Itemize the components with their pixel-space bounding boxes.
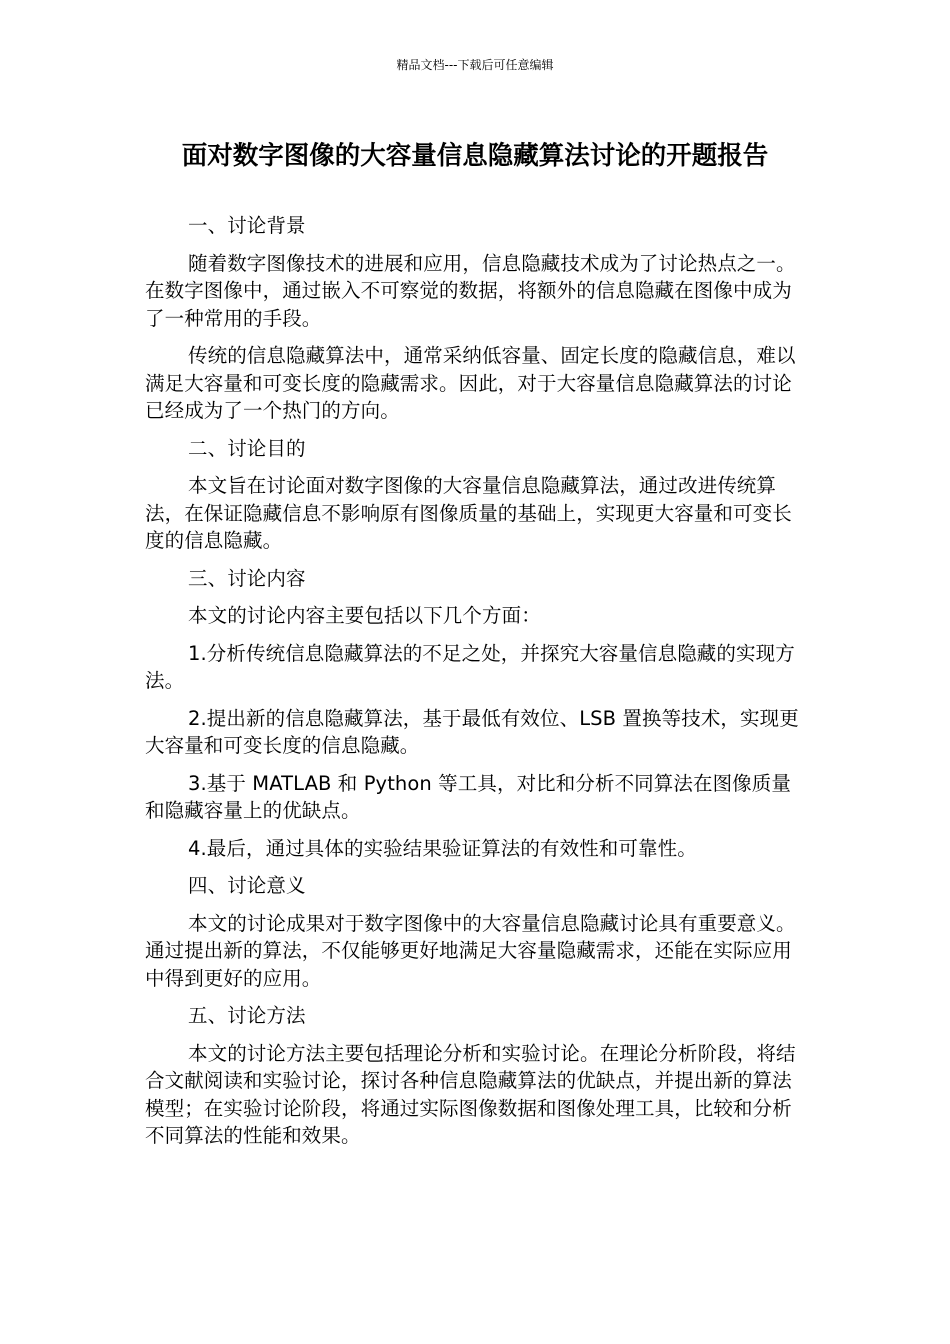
list-item-content-1: 1.分析传统信息隐藏算法的不足之处，并探究大容量信息隐藏的实现方法。 — [145, 641, 795, 692]
paragraph-content-intro: 本文的讨论内容主要包括以下几个方面： — [188, 604, 541, 627]
list-item-content-3: 3.基于 MATLAB 和 Python 等工具，对比和分析不同算法在图像质量和隐藏容量上的优缺点。 — [145, 771, 791, 822]
section-heading-method: 五、讨论方法 — [188, 1004, 306, 1027]
list-item-content-4: 4.最后，通过具体的实验结果验证算法的有效性和可靠性。 — [188, 836, 697, 860]
paragraph-method: 本文的讨论方法主要包括理论分析和实验讨论。在理论分析阶段，将结合文献阅读和实验讨论，探讨各种信息隐藏算法的优缺点，并提出新的算法模型；在实验讨论阶段，将通过实际图像数据和图像处理工具，比较和分析不同算法的性能和效果。 — [145, 1041, 796, 1147]
section-heading-significance: 四、讨论意义 — [188, 874, 306, 897]
paragraph-purpose: 本文旨在讨论面对数字图像的大容量信息隐藏算法，通过改进传统算法，在保证隐藏信息不影响原有图像质量的基础上，实现更大容量和可变长度的信息隐藏。 — [145, 474, 792, 552]
page-header: 精品文档---下载后可任意编辑 — [396, 58, 554, 72]
list-item-content-2: 2.提出新的信息隐藏算法，基于最低有效位、LSB 置换等技术，实现更大容量和可变长度的信息隐藏。 — [145, 706, 799, 757]
section-heading-purpose: 二、讨论目的 — [188, 436, 306, 460]
paragraph-significance: 本文的讨论成果对于数字图像中的大容量信息隐藏讨论具有重要意义。通过提出新的算法，不仅能够更好地满足大容量隐藏需求，还能在实际应用中得到更好的应用。 — [145, 911, 796, 990]
section-heading-content: 三、讨论内容 — [188, 566, 306, 590]
paragraph-background-1: 随着数字图像技术的进展和应用，信息隐藏技术成为了讨论热点之一。在数字图像中，通过嵌入不可察觉的数据，将额外的信息隐藏在图像中成为了一种常用的手段。 — [145, 251, 796, 330]
document-body — [145, 212, 805, 1160]
document-title: 面对数字图像的大容量信息隐藏算法讨论的开题报告 — [181, 141, 769, 171]
section-heading-background: 一、讨论背景 — [188, 214, 306, 237]
paragraph-background-2: 传统的信息隐藏算法中，通常采纳低容量、固定长度的隐藏信息，难以满足大容量和可变长度的隐藏需求。因此，对于大容量信息隐藏算法的讨论已经成为了一个热门的方向。 — [145, 344, 796, 422]
